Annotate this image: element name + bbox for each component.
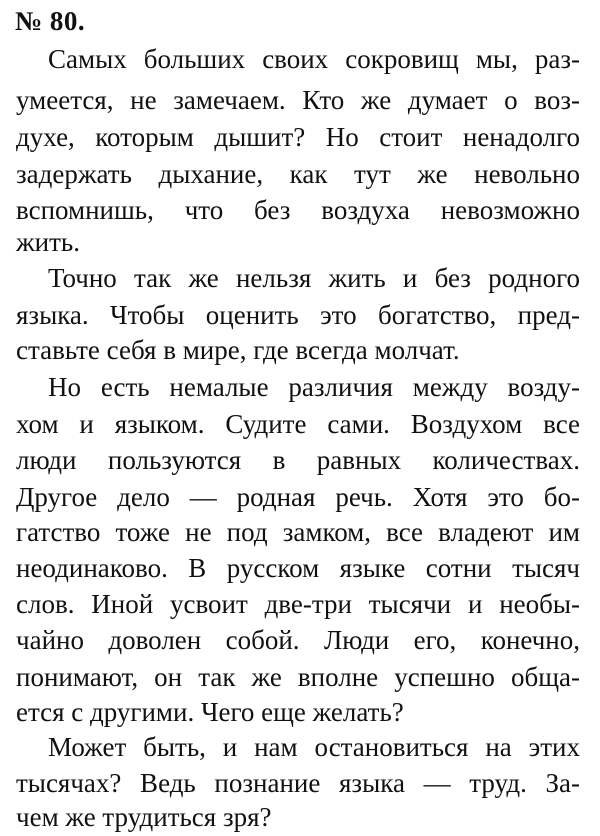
exercise-number: № 80. xyxy=(15,6,86,36)
text-line: языка. Чтобы оценить это богатство, пред- xyxy=(16,300,580,330)
text-line: чем же трудиться зря? xyxy=(16,802,272,832)
text-line: Точно так же нельзя жить и без родного xyxy=(48,263,580,293)
text-line: чайно доволен собой. Люди его, конечно, xyxy=(16,625,580,655)
text-line: Может быть, и нам остановиться на этих xyxy=(48,732,580,762)
text-line: умеется, не замечаем. Кто же думает о воз- xyxy=(16,85,580,115)
text-line: ставьте себя в мире, где всегда молчат. xyxy=(16,335,460,365)
text-line: жить. xyxy=(16,227,80,257)
text-line: вспомнишь, что без воздуха невозможно xyxy=(16,195,580,225)
text-line: Но есть немалые различия между возду- xyxy=(48,372,580,402)
text-line: Другое дело — родная речь. Хотя это бо- xyxy=(16,482,580,512)
text-line: неодинаково. В русском языке сотни тысяч xyxy=(16,553,580,583)
text-line: гатство тоже не под замком, все владеют им xyxy=(16,517,580,547)
text-line: люди пользуются в равных количествах. xyxy=(16,445,580,475)
text-line: хом и языком. Судите сами. Воздухом все xyxy=(16,409,580,439)
text-line: тысячах? Ведь познание языка — труд. За- xyxy=(16,768,580,798)
text-line: ется с другими. Чего еще желать? xyxy=(16,697,404,727)
text-line: слов. Иной усвоит две-три тысячи и необы- xyxy=(16,589,580,619)
text-line: понимают, он так же вполне успешно обща- xyxy=(16,662,580,692)
text-line: задержать дыхание, как тут же невольно xyxy=(16,159,580,189)
text-line: Самых больших своих сокровищ мы, раз- xyxy=(48,44,580,74)
text-line: духе, которым дышит? Но стоит ненадолго xyxy=(16,122,580,152)
